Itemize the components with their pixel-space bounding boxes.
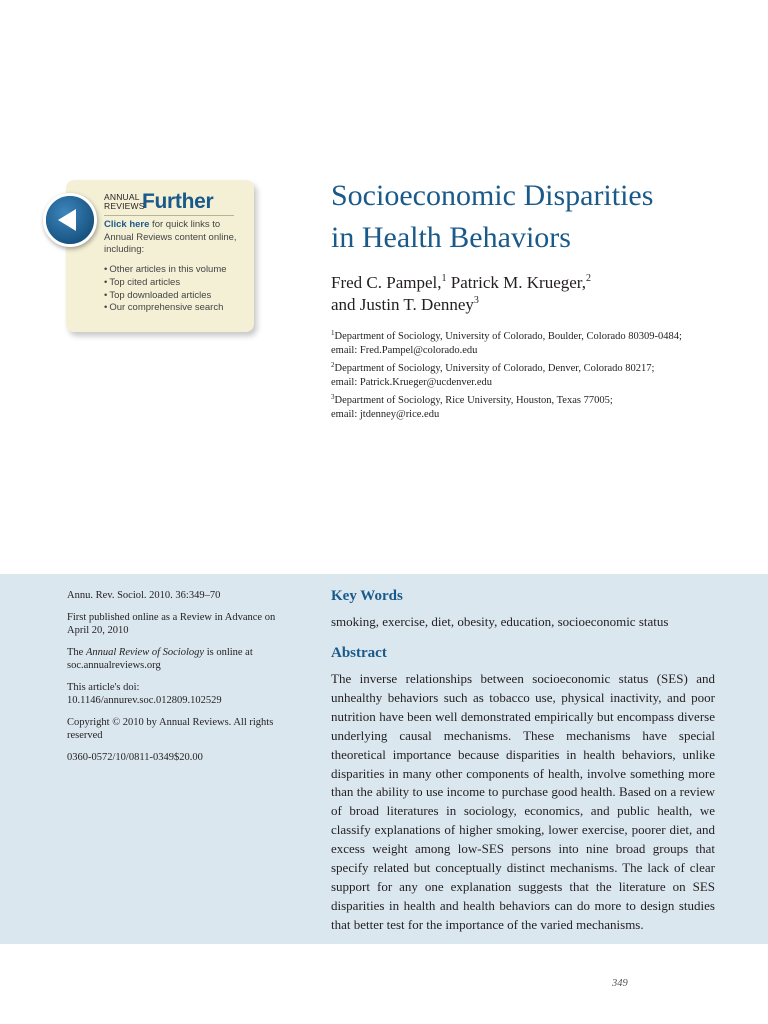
keywords-heading: Key Words <box>331 588 403 604</box>
further-divider <box>104 215 234 216</box>
further-item-top-downloaded[interactable]: • Top downloaded articles <box>104 290 249 303</box>
further-panel[interactable] <box>66 180 254 332</box>
further-description <box>104 219 249 257</box>
affiliation-1: $^1$Department of Sociology, University of Colorado, Boulder, Colorado 80309-0484; email: Fred.Pampel@colorado.edu <box>331 330 741 358</box>
email-link[interactable]: email: Patrick.Krueger@ucdenver.edu <box>331 377 492 388</box>
affiliation-2: $^2$Department of Sociology, University of Colorado, Denver, Colorado 80217; email: Patrick.Krueger@ucdenver.edu <box>331 362 741 390</box>
issn: 0360-0572/10/0811-0349$20.00 <box>67 751 203 763</box>
citation: Annu. Rev. Sociol. 2010. 36:349–70 <box>67 590 221 601</box>
affiliations <box>331 330 741 426</box>
journal-online: The Annual Review of Sociology is online at soc.annualreviews.org <box>67 646 253 671</box>
further-item-top-cited[interactable]: • Top cited articles <box>104 277 249 290</box>
click-here-link[interactable]: Click here <box>104 219 150 230</box>
further-item-search[interactable]: • Our comprehensive search <box>104 302 249 315</box>
first-published: First published online as a Review in Advance on April 20, 2010 <box>67 611 276 636</box>
abstract-heading: Abstract <box>331 645 387 661</box>
page-number: 349 <box>612 978 628 989</box>
annual-reviews-brand: ANNUAL REVIEWS <box>104 192 145 211</box>
back-arrow-icon[interactable] <box>43 193 97 247</box>
further-item-other-articles[interactable]: • Other articles in this volume <box>104 264 249 277</box>
keywords-text: smoking, exercise, diet, obesity, education, socioeconomic status <box>331 614 669 629</box>
copyright: Copyright © 2010 by Annual Reviews. All rights reserved <box>67 716 274 741</box>
author-list: Fred C. Pampel,$^1$ Patrick M. Krueger,$^2$ and Justin T. Denney$^3$ <box>331 273 592 314</box>
doi: This article's doi: 10.1146/annurev.soc.012809.102529 <box>67 681 222 706</box>
abstract-text: The inverse relationships between socioeconomic status (SES) and unhealthy behaviors such as tobacco use, physical inactivity, and poor nutrition have been well demonstrated empirically but encompass diverse underlying causal mechanisms. These mechanisms have special theoretical importance because disparities in health behaviors, unlike disparities in many other components of health, involve something more than the ability to use income to purchase good health. Based on a review of broad literatures in sociology, economics, and public health, we classify explanations of higher smoking, lower exercise, poorer diet, and excess weight among low-SES persons into nine broad groups that specify related but conceptually distinct mechanisms. The lack of clear support for any one explanation suggests that the literature on SES disparities in health and health behaviors can do more to design studies that better test for the importance of the varied mechanisms. <box>331 671 715 932</box>
further-desc-text: for quick links to Annual Reviews content online, including: <box>104 219 237 255</box>
further-title: Further <box>142 190 214 213</box>
affiliation-3: $^3$Department of Sociology, Rice University, Houston, Texas 77005; email: jtdenney@rice.edu <box>331 394 741 422</box>
email-link[interactable]: email: jtdenney@rice.edu <box>331 409 440 420</box>
email-link[interactable]: email: Fred.Pampel@colorado.edu <box>331 345 478 356</box>
further-list <box>104 264 249 315</box>
article-title: Socioeconomic Disparities in Health Behaviors <box>331 179 654 254</box>
article-metadata <box>67 589 282 772</box>
